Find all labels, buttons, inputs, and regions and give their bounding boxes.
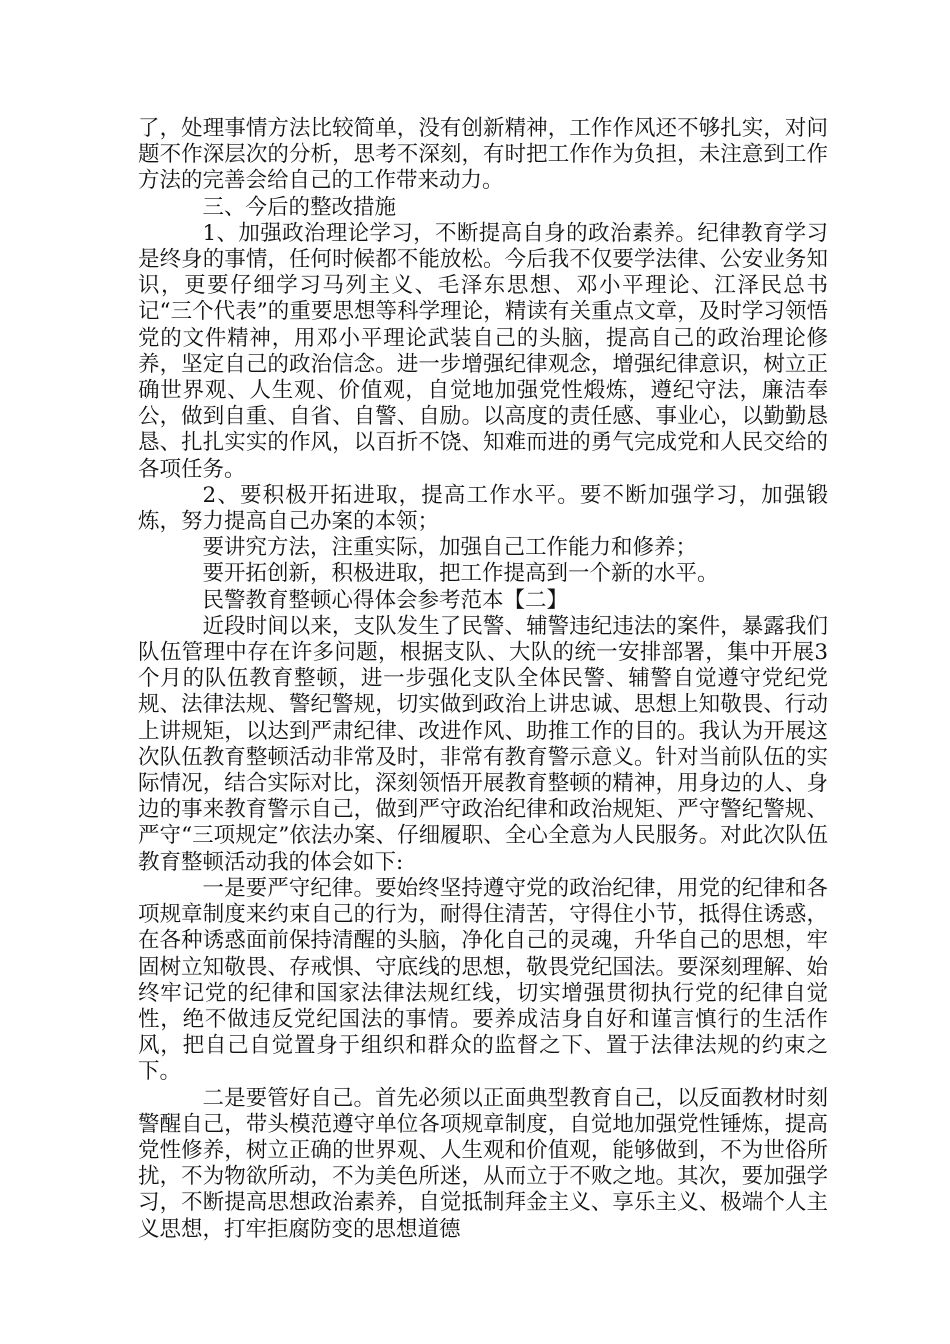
paragraph-point-two: 二是要管好自己。首先必须以正面典型教育自己，以反面教材时刻警醒自己，带头模范遵守单位各项规章制度，自觉地加强党性锤炼，提高党性修养，树立正确的世界观、人生观和价值观，能够做到，不为世俗所扰，不为物欲所动，不为美色所迷，从而立于不败之地。其次，要加强学习，不断提高思想政治素养，自觉抵制拜金主义、享乐主义、极端个人主义思想，打牢拒腐防变的思想道德 (138, 1085, 828, 1242)
paragraph-innovation: 要开拓创新，积极进取，把工作提高到一个新的水平。 (202, 561, 719, 587)
paragraph-point-one: 一是要严守纪律。要始终坚持遵守党的政治纪律，用党的纪律和各项规章制度来约束自己的行为，耐得住清苦，守得住小节，抵得住诱惑，在各种诱惑面前保持清醒的头脑，净化自己的灵魂，升华自己的思想，牢固树立知敬畏、存戒惧、守底线的思想，敬畏党纪国法。要深刻理解、始终牢记党的纪律和国家法律法规红线，切实增强贯彻执行党的纪律自觉性，绝不做违反党纪国法的事情。要养成洁身自好和谨言慎行的生活作风，把自己自觉置身于组织和群众的监督之下、置于法律法规的约束之下。 (138, 875, 828, 1085)
paragraph-intro: 近段时间以来，支队发生了民警、辅警违纪违法的案件，暴露我们队伍管理中存在许多问题，根据支队、大队的统一安排部署，集中开展3个月的队伍教育整顿，进一步强化支队全体民警、辅警自觉遵守党纪党规、法律法规、警纪警规，切实做到政治上讲忠诚、思想上知敬畏、行动上讲规矩，以达到严肃纪律、改进作风、助推工作的目的。我认为开展这次队伍教育整顿活动非常及时，非常有教育警示意义。针对当前队伍的实际情况，结合实际对比，深刻领悟开展教育整顿的精神，用身边的人、身边的事来教育警示自己，做到严守政治纪律和政治规矩、严守警纪警规、严守“三项规定”依法办案、仔细履职、全心全意为人民服务。对此次队伍教育整顿活动我的体会如下: (138, 613, 828, 875)
document-body (138, 116, 828, 1243)
section-heading-sample-two: 民警教育整顿心得体会参考范本【二】 (202, 587, 569, 613)
section-heading-rectification: 三、今后的整改措施 (202, 194, 397, 220)
paragraph-measure-2: 2、要积极开拓进取，提高工作水平。要不断加强学习，加强锻炼，努力提高自己办案的本领； (138, 482, 828, 535)
paragraph-measure-1: 1、加强政治理论学习，不断提高自身的政治素养。纪律教育学习是终身的事情，任何时候都不能放松。今后我不仅要学法律、公安业务知识，更要仔细学习马列主义、毛泽东思想、邓小平理论、江泽民总书记“三个代表”的重要思想等科学理论，精读有关重点文章，及时学习领悟党的文件精神，用邓小平理论武装自己的头脑，提高自己的政治理论修养，坚定自己的政治信念。进一步增强纪律观念，增强纪律意识，树立正确世界观、人生观、价值观，自觉地加强党性煅炼，遵纪守法，廉洁奉公，做到自重、自省、自警、自励。以高度的责任感、事业心，以勤勤恳恳、扎扎实实的作风，以百折不饶、知难而进的勇气完成党和人民交给的各项任务。 (138, 220, 828, 482)
paragraph-continuation: 了，处理事情方法比较简单，没有创新精神，工作作风还不够扎实，对问题不作深层次的分析，思考不深刻，有时把工作作为负担，未注意到工作方法的完善会给自己的工作带来动力。 (138, 116, 828, 194)
paragraph-method: 要讲究方法，注重实际，加强自己工作能力和修养； (202, 535, 698, 561)
